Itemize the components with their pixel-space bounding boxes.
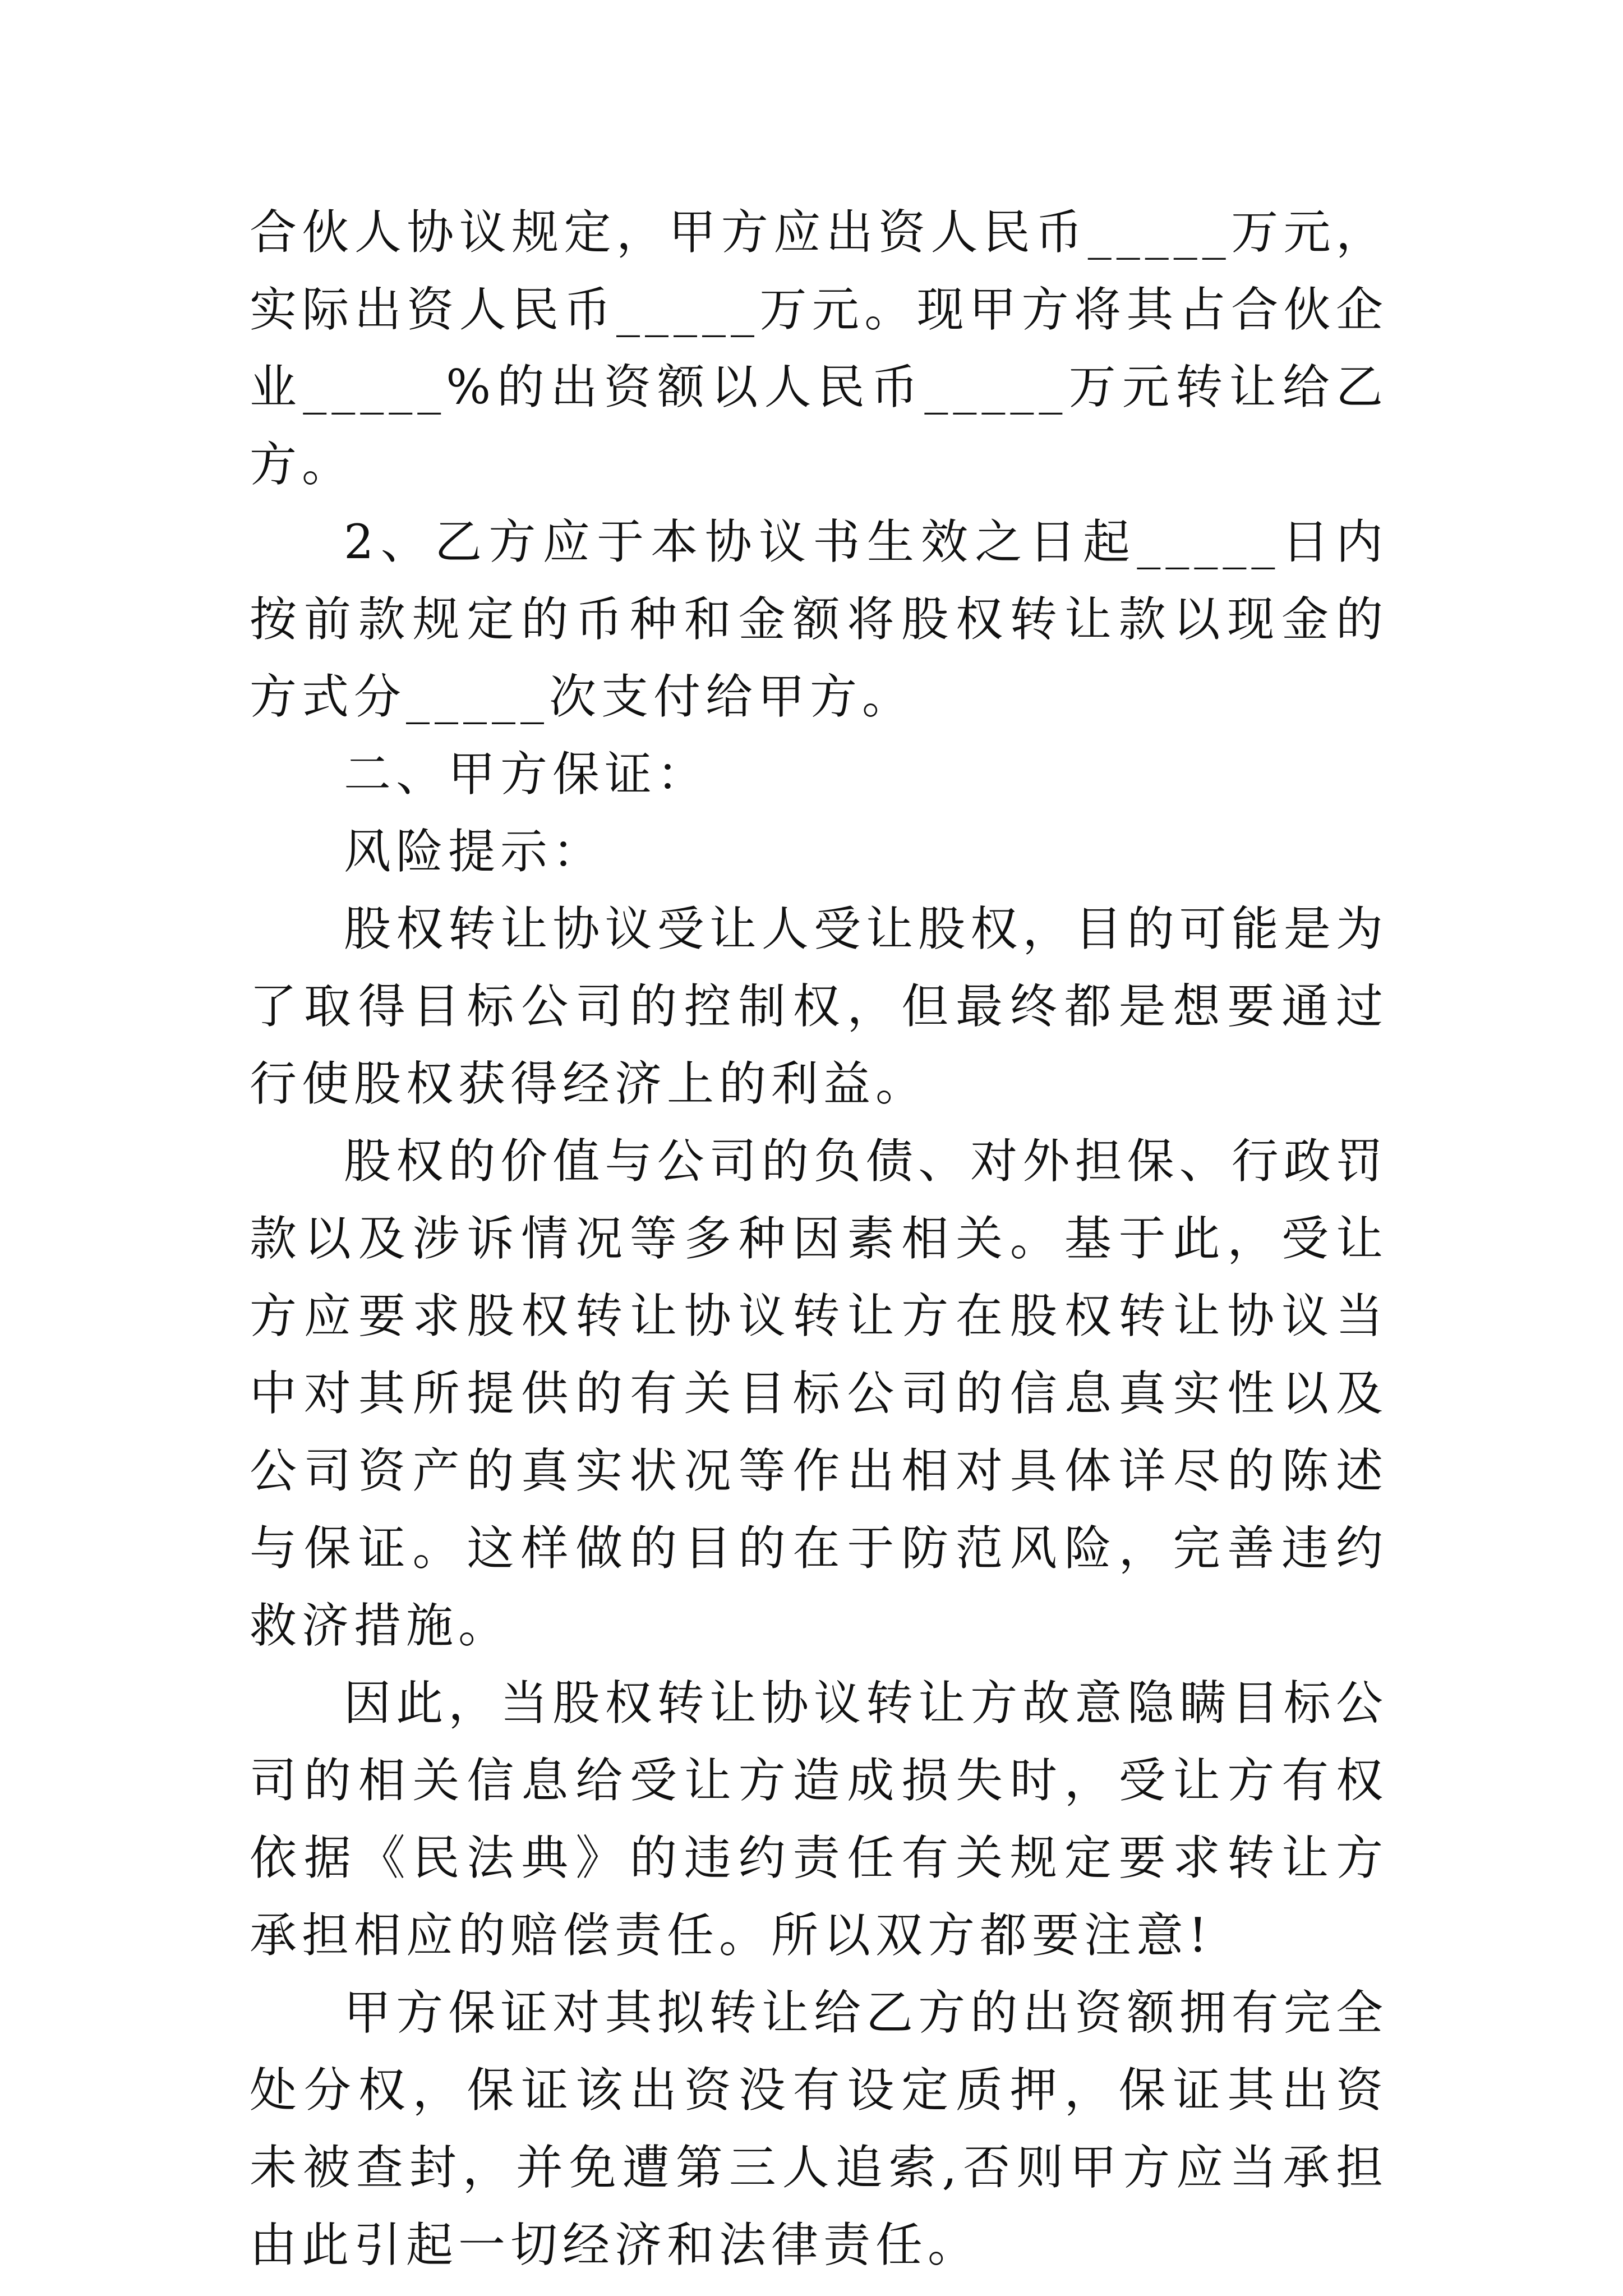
paragraph-risk-purpose: 股权转让协议受让人受让股权，目的可能是为了取得目标公司的控制权，但最终都是想要通过行使股权获得经济上的利益。 bbox=[250, 901, 1388, 1111]
paragraph-party-a-guarantee: 甲方保证对其拟转让给乙方的出资额拥有完全处分权，保证该出资没有设定质押，保证其出资未被查封，并免遭第三人追索,否则甲方应当承担由此引起一切经济和法律责任。 bbox=[250, 1985, 1388, 2272]
risk-notice-heading: 风险提示： bbox=[344, 824, 605, 879]
document-body bbox=[250, 194, 1388, 2284]
paragraph-risk-value-factors: 股权的价值与公司的负债、对外担保、行政罚款以及涉诉情况等多种因素相关。基于此，受让方应要求股权转让协议转让方在股权转让协议当中对其所提供的有关目标公司的信息真实性以及公司资产的真实状况等作出相对具体详尽的陈述与保证。这样做的目的在于防范风险，完善违约救济措施。 bbox=[250, 1134, 1388, 1653]
paragraph-risk-liability: 因此，当股权转让协议转让方故意隐瞒目标公司的相关信息给受让方造成损失时，受让方有权依据《民法典》的违约责任有关规定要求转让方承担相应的赔偿责任。所以双方都要注意! bbox=[250, 1676, 1388, 1963]
paragraph-payment-terms: 2、乙方应于本协议书生效之日起_____日内按前款规定的币种和金额将股权转让款以现金的方式分_____次支付给甲方。 bbox=[250, 514, 1388, 724]
section-heading-party-a-guarantee: 二、甲方保证： bbox=[344, 747, 709, 802]
paragraph-capital-transfer: 合伙人协议规定，甲方应出资人民币_____万元，实际出资人民币_____万元。现甲方将其占合伙企业_____%的出资额以人民币_____万元转让给乙方。 bbox=[250, 205, 1388, 492]
